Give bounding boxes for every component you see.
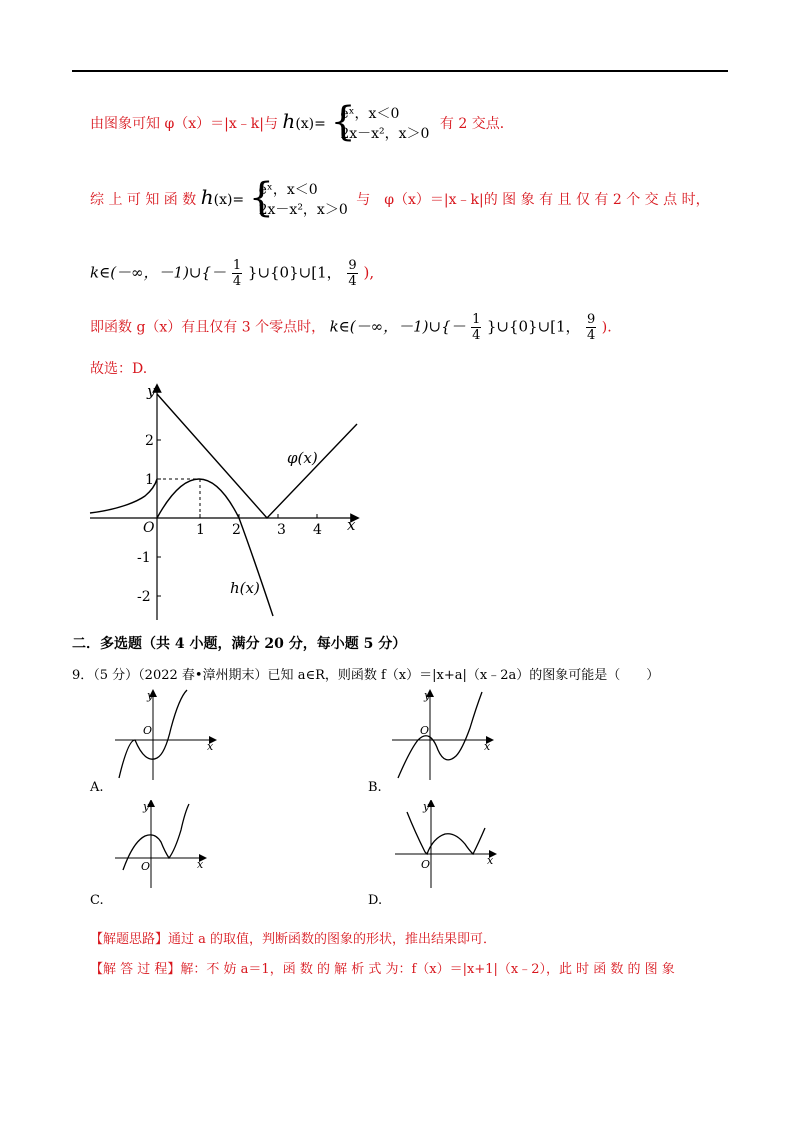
set-part-c: ). <box>601 319 612 336</box>
svg-text:x: x <box>487 854 494 867</box>
h-symbol: h <box>282 109 296 133</box>
solution-process <box>90 958 675 977</box>
function-graph <box>85 378 370 623</box>
process-text: 解：不 妨 a＝1，函 数 的 解 析 式 为：f（x）＝|x+1|（x﹣2），此 时 函 数 的 图 象 <box>180 962 675 977</box>
solution-line-1 <box>90 99 514 145</box>
option-a-graph <box>113 688 223 783</box>
set-part-b: }∪{0}∪[1， <box>247 263 342 282</box>
answer-text: 故选：D. <box>90 361 148 377</box>
brace: { <box>330 99 356 145</box>
fraction-1-4: $\frac{1}{4}$ <box>472 312 481 343</box>
option-c-label[interactable]: C. <box>90 893 104 908</box>
svg-text:x: x <box>484 740 491 753</box>
y-tick-neg1: -1 <box>137 550 151 566</box>
set-part-b: }∪{0}∪[1， <box>486 317 581 336</box>
h-symbol: h <box>200 185 214 209</box>
h-label: h(x) <box>230 579 260 597</box>
solution-idea <box>90 928 496 947</box>
svg-text:O: O <box>141 860 151 873</box>
solution-line-3 <box>90 258 374 289</box>
idea-text: 通过 a 的取值，判断函数的图象的形状，推出结果即可． <box>168 932 497 947</box>
phi-label: φ(x) <box>287 449 318 467</box>
x-tick-3: 3 <box>277 522 286 538</box>
fraction-1-4: $\frac{1}{4}$ <box>232 258 242 289</box>
option-a-label[interactable]: A. <box>90 780 104 795</box>
text-prefix: 由图象可知 φ（x）＝|x﹣k|与 <box>90 116 278 132</box>
x-tick-2: 2 <box>232 522 241 538</box>
set-part-c: ), <box>363 263 375 282</box>
question-9: 9．（5 分）（2022 春•漳州期末）已知 a∈R，则函数 f（x）＝|x+a|（x﹣2a）的图象可能是（ ） <box>72 668 660 683</box>
svg-text:y: y <box>147 689 154 702</box>
case-1: eˣ，x＜0 <box>258 182 318 198</box>
idea-label: 【解题思路】 <box>90 932 169 947</box>
text-suffix: 有 2 交点． <box>439 116 514 132</box>
section-heading: 二．多选题（共 4 小题，满分 20 分，每小题 5 分） <box>72 636 407 652</box>
brace: { <box>248 175 275 221</box>
solution-line-4 <box>90 312 612 343</box>
case-2: 2x－x²，x＞0 <box>258 202 348 218</box>
y-tick-1: 1 <box>145 472 154 488</box>
h-args: (x)= <box>295 116 326 132</box>
solution-line-5 <box>90 358 147 378</box>
option-d-graph <box>393 800 503 890</box>
text-suffix: 与 φ（x）＝|x﹣k|的 图 象 有 且 仅 有 2 个 交 点 时， <box>356 192 710 208</box>
text-prefix: 综 上 可 知 函 数 <box>90 192 197 208</box>
h-args: (x)= <box>213 192 245 208</box>
svg-text:O: O <box>143 724 153 737</box>
header-rule <box>72 70 728 72</box>
phi-curve <box>157 394 357 518</box>
fraction-9-4: $\frac{9}{4}$ <box>587 312 596 343</box>
x-label: x <box>347 516 356 534</box>
svg-text:x: x <box>197 858 204 871</box>
piecewise <box>248 175 348 221</box>
y-tick-neg2: -2 <box>137 589 151 605</box>
case-2: 2x－x²，x＞0 <box>340 126 430 142</box>
svg-text:y: y <box>424 689 431 702</box>
y-label: y <box>147 382 156 400</box>
svg-text:x: x <box>207 740 214 753</box>
svg-text:O: O <box>421 858 431 871</box>
svg-text:y: y <box>143 800 150 813</box>
option-c-graph <box>113 800 213 890</box>
text-prefix: 即函数 g（x）有且仅有 3 个零点时， <box>90 319 326 336</box>
option-b-label[interactable]: B. <box>368 780 382 795</box>
x-tick-1: 1 <box>196 522 205 538</box>
set-part-a: k∈(－∞，－1)∪{－ <box>90 263 227 282</box>
origin-label: O <box>143 520 155 536</box>
option-b-graph <box>390 688 500 783</box>
fraction-9-4: $\frac{9}{4}$ <box>348 258 357 289</box>
svg-text:y: y <box>423 800 430 813</box>
solution-line-2 <box>90 175 710 221</box>
y-tick-2: 2 <box>145 433 154 449</box>
case-1: eˣ，x＜0 <box>340 106 400 122</box>
svg-text:O: O <box>420 724 430 737</box>
piecewise <box>330 99 430 145</box>
process-label: 【解 答 过 程】 <box>90 962 181 977</box>
x-tick-4: 4 <box>313 522 322 538</box>
option-d-label[interactable]: D. <box>368 893 383 908</box>
set-part-a: k∈(－∞，－1)∪{－ <box>329 317 466 336</box>
